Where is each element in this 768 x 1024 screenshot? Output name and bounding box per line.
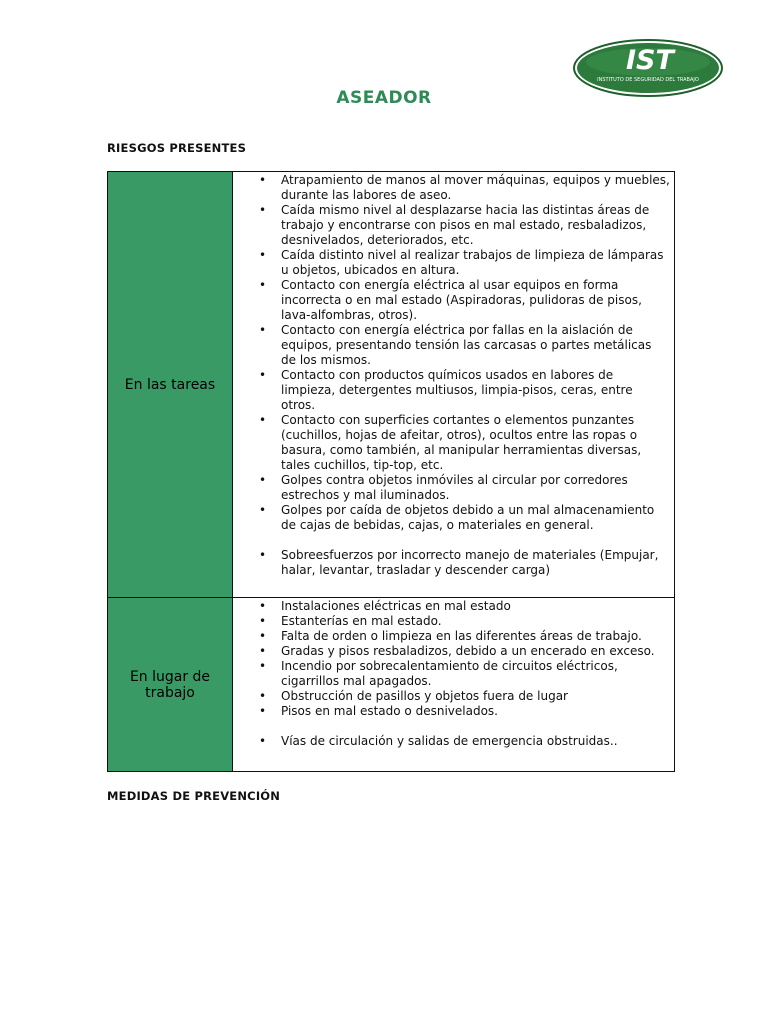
list-item: • Pisos en mal estado o desnivelados.: [281, 704, 670, 719]
risks-heading: RIESGOS PRESENTES: [107, 141, 247, 155]
list-item: • Contacto con energía eléctrica al usar equipos en forma incorrecta o en mal estado (Aspiradoras, pulidoras de pisos, lava-alfombras, otros).: [281, 278, 670, 323]
category-label: En lugar de: [129, 668, 211, 685]
risk-list: [233, 599, 670, 749]
list-item: • Incendio por sobrecalentamiento de circuitos eléctricos, cigarrillos mal apagados.: [281, 659, 670, 689]
prevention-heading: MEDIDAS DE PREVENCIÓN: [107, 789, 281, 803]
list-item: • Contacto con superficies cortantes o elementos punzantes (cuchillos, hojas de afeitar, otros), ocultos entre las ropas o basura, como también, al manipular herramientas diversas, tales cuchillos, tip-top, etc.: [281, 413, 670, 473]
list-item: • Caída distinto nivel al realizar trabajos de limpieza de lámparas u objetos, ubicados en altura.: [281, 248, 670, 278]
category-label: En las tareas: [124, 376, 216, 393]
risks-table: [107, 171, 675, 772]
list-item: • Caída mismo nivel al desplazarse hacia las distintas áreas de trabajo y encontrarse con pisos en mal estado, resbaladizos, desnivelados, deteriorados, etc.: [281, 203, 670, 248]
risk-items-cell: [233, 172, 675, 598]
risk-items-cell: [233, 598, 675, 772]
list-item: • Obstrucción de pasillos y objetos fuera de lugar: [281, 689, 670, 704]
list-item: • Falta de orden o limpieza en las diferentes áreas de trabajo.: [281, 629, 670, 644]
list-item: • Gradas y pisos resbaladizos, debido a un encerado en exceso.: [281, 644, 670, 659]
table-row: [108, 172, 675, 598]
category-label: trabajo: [145, 684, 195, 701]
list-item: • Sobreesfuerzos por incorrecto manejo de materiales (Empujar, halar, levantar, trasladar y descender carga): [281, 548, 670, 578]
category-cell: [108, 598, 233, 772]
table-row: [108, 598, 675, 772]
list-item: • Vías de circulación y salidas de emergencia obstruidas..: [281, 734, 670, 749]
list-item: • Estanterías en mal estado.: [281, 614, 670, 629]
list-item: • Golpes contra objetos inmóviles al circular por corredores estrechos y mal iluminados.: [281, 473, 670, 503]
page-title: ASEADOR: [336, 88, 432, 108]
category-cell: [108, 172, 233, 598]
list-item: • Atrapamiento de manos al mover máquinas, equipos y muebles, durante las labores de aseo.: [281, 173, 670, 203]
list-item: • Instalaciones eléctricas en mal estado: [281, 599, 670, 614]
list-item: • Golpes por caída de objetos debido a un mal almacenamiento de cajas de bebidas, cajas, o materiales en general.: [281, 503, 670, 533]
list-item: • Contacto con productos químicos usados en labores de limpieza, detergentes multiusos, limpia-pisos, ceras, entre otros.: [281, 368, 670, 413]
svg-text:INSTITUTO DE SEGURIDAD DEL TRA: INSTITUTO DE SEGURIDAD DEL TRABAJO: [597, 77, 699, 83]
risk-list: [233, 173, 670, 578]
svg-text:IST: IST: [626, 45, 674, 76]
list-item: • Contacto con energía eléctrica por fallas en la aislación de equipos, presentando tensión las carcasas o partes metálicas de los mismos.: [281, 323, 670, 368]
